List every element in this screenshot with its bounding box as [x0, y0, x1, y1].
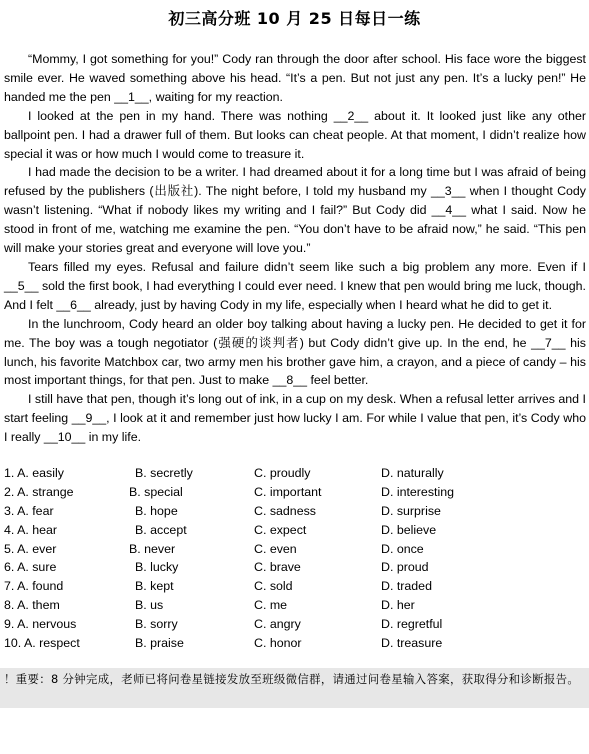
option-c: C. sadness [254, 503, 316, 518]
option-c: C. even [254, 541, 297, 556]
question-3-options [4, 502, 584, 521]
option-b: B. praise [135, 636, 184, 651]
passage-paragraph: I had made the decision to be a writer. I had dreamed about it for a long time but I was afraid of being refused by the publishers (出版社). The night before, I told my husband my __3__ when I thought Cody wasn’t listening. “What if nobody likes my writing and I fail?” But Cody did __4__ what I said. Now he stood in front of me, watching me examine the pen. “You don’t have to be afraid now,” he said. “This pen will make your stories great and everyone will love you.” [4, 165, 586, 256]
question-9-options [4, 615, 584, 634]
option-b: B. accept [135, 522, 187, 537]
passage-paragraph: “Mommy, I got something for you!” Cody ran through the door after school. His face wore the biggest smile ever. He waved something above his head. “It’s a pen. But not just any pen. It’s a lucky pen!” He handed me the pen __1__, waiting for my reaction. [4, 52, 586, 104]
option-b: B. us [135, 598, 164, 613]
notice-text: ！重要：8 分钟完成，老师已将问卷星链接发放至班级微信群，请通过问卷星输入答案，获取得分和诊断报告。 [4, 672, 580, 686]
option-c: C. important [254, 484, 322, 499]
reading-passage [4, 50, 586, 447]
option-c: C. brave [254, 560, 301, 575]
option-d: D. interesting [381, 484, 455, 499]
passage-paragraph: In the lunchroom, Cody heard an older boy talking about having a lucky pen. He decided to get it for me. The boy was a tough negotiator (强硬的谈判者) but Cody didn’t give up. In the end, he __7__ his lunch, his favorite Matchbox car, two army men his brother gave him, a crayon, and a piece of candy – his most important things, for that pen. Just to make __8__ feel better. [4, 316, 586, 388]
option-a: 9. A. nervous [4, 617, 77, 632]
option-a: 2. A. strange [4, 484, 74, 499]
answer-options [4, 464, 584, 653]
option-a: 1. A. easily [4, 466, 64, 480]
option-b: B. kept [135, 579, 174, 594]
option-a: 3. A. fear [4, 503, 54, 518]
option-d: D. traded [381, 579, 432, 594]
option-c: C. me [254, 598, 288, 613]
option-b: B. special [129, 484, 183, 499]
option-d: D. surprise [381, 503, 441, 518]
passage-paragraph: I still have that pen, though it’s long out of ink, in a cup on my desk. When a refusal letter arrives and I start feeling __9__, I look at it and remember just how lucky I am. For while I value that pen, it’s Cody who I really __10__ in my life. [4, 392, 586, 445]
option-c: C. honor [254, 636, 302, 651]
option-a: 7. A. found [4, 579, 64, 594]
option-b: B. hope [135, 503, 178, 518]
passage-paragraph: I looked at the pen in my hand. There was nothing __2__ about it. It looked just like any other ballpoint pen. I had a drawer full of them. But looks can cheat people. At that moment, I didn’t realize how special it was or how much I would come to treasure it. [4, 108, 586, 161]
option-d: D. proud [381, 560, 429, 575]
option-a: 5. A. ever [4, 541, 57, 556]
option-b: B. lucky [135, 560, 179, 575]
question-8-options [4, 596, 584, 615]
option-d: D. treasure [381, 636, 443, 651]
question-10-options [4, 634, 584, 653]
option-d: D. believe [381, 522, 437, 537]
question-1-options [4, 464, 584, 483]
option-c: C. angry [254, 617, 301, 632]
option-c: C. expect [254, 522, 307, 537]
option-a: 10. A. respect [4, 636, 80, 651]
option-a: 8. A. them [4, 598, 60, 613]
option-c: C. sold [254, 579, 293, 594]
option-a: 6. A. sure [4, 560, 57, 575]
option-d: D. naturally [381, 466, 444, 480]
question-2-options [4, 483, 584, 502]
page-title: 初三高分班 10 月 25 日每日一练 [168, 9, 421, 28]
important-notice [0, 668, 589, 708]
option-b: B. sorry [135, 617, 178, 632]
question-5-options [4, 540, 584, 559]
option-c: C. proudly [254, 466, 311, 480]
question-7-options [4, 577, 584, 596]
option-d: D. her [381, 598, 415, 613]
option-b: B. never [129, 541, 176, 556]
option-a: 4. A. hear [4, 522, 58, 537]
option-d: D. once [381, 541, 424, 556]
question-4-options [4, 521, 584, 540]
option-d: D. regretful [381, 617, 443, 632]
passage-paragraph: Tears filled my eyes. Refusal and failure didn’t seem like such a big problem any more. Even if I __5__ sold the first book, I had everything I could ever need. I knew that pen would bring me luck, though. And I felt __6__ already, just by having Cody in my life, especially when I heard what he did to get it. [4, 259, 586, 312]
question-6-options [4, 558, 584, 577]
option-b: B. secretly [135, 466, 193, 480]
